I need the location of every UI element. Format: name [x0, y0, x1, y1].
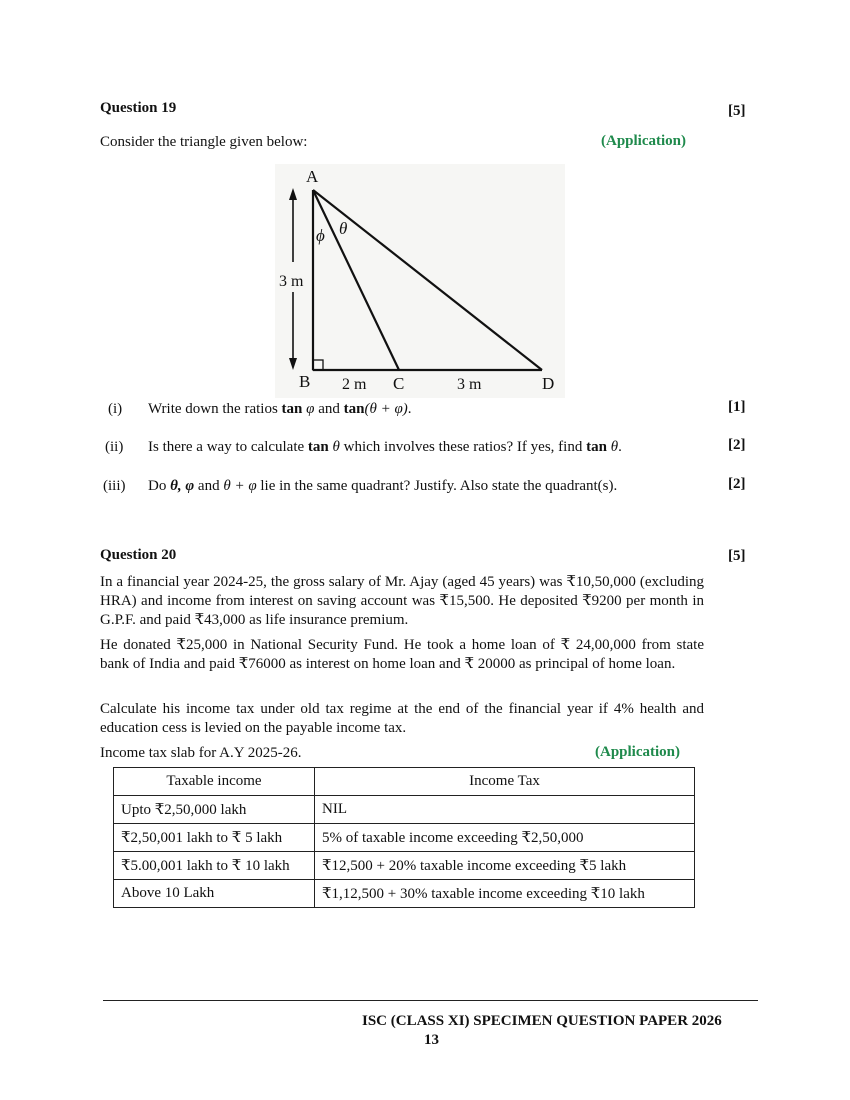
part-i-mid: and	[314, 401, 344, 417]
part-ii-mid: which involves these ratios? If yes, find	[339, 439, 587, 455]
part-ii-var-1: θ	[332, 439, 340, 455]
part-iii-mid: and	[194, 478, 224, 494]
part-i-number: (i)	[108, 401, 123, 417]
header-taxable-income: Taxable income	[114, 768, 315, 796]
question-20-paragraph-1: In a financial year 2024-25, the gross salary of Mr. Ajay (aged 45 years) was ₹10,50,000 (excluding HRA) and income from interest on saving account was ₹15,500. He deposited ₹9200 per month in G.P.F. and paid ₹43,000 as life insurance premium.	[100, 574, 704, 628]
table-header-row	[114, 768, 695, 796]
part-iii-number: (iii)	[103, 478, 126, 494]
table-row	[114, 796, 695, 824]
part-iii-post: lie in the same quadrant? Justify. Also state the quadrant(s).	[256, 478, 618, 494]
footer-title: ISC (CLASS XI) SPECIMEN QUESTION PAPER 2026	[362, 1013, 722, 1029]
application-tag: (Application)	[601, 133, 687, 149]
cell-income-tax: 5% of taxable income exceeding ₹2,50,000	[315, 824, 695, 852]
question-19-marks: [5]	[728, 103, 746, 119]
part-i-text	[148, 401, 411, 418]
part-i-var-2: (θ + φ)	[364, 401, 408, 417]
length-bc-label: 2 m	[342, 376, 367, 393]
part-iii-text	[148, 478, 617, 495]
part-i-tan-1: tan	[281, 401, 303, 417]
triangle-diagram	[275, 164, 565, 398]
arrow-down-icon	[289, 358, 297, 370]
table-row	[114, 880, 695, 908]
cell-taxable-income: ₹2,50,001 lakh to ₹ 5 lakh	[114, 824, 315, 852]
part-i-marks: [1]	[728, 399, 746, 415]
part-ii-var-2: θ	[610, 439, 619, 455]
part-ii-tan-1: tan	[307, 439, 329, 455]
part-ii-text	[148, 439, 622, 456]
table-row	[114, 824, 695, 852]
angle-phi-label: ϕ	[316, 226, 325, 245]
cell-income-tax: ₹12,500 + 20% taxable income exceeding ₹5 lakh	[315, 852, 695, 880]
part-ii-marks: [2]	[728, 437, 746, 453]
question-20-paragraph-2: He donated ₹25,000 in National Security Fund. He took a home loan of ₹ 24,00,000 from state bank of India and paid ₹76000 as interest on home loan and ₹ 20000 as principal of home loan.	[100, 637, 704, 672]
label-a: A	[306, 167, 319, 186]
length-ab-label: 3 m	[279, 273, 304, 290]
cell-income-tax: NIL	[315, 796, 695, 824]
triangle-svg	[275, 164, 565, 398]
angle-theta-label: θ	[339, 219, 348, 238]
application-tag-q20: (Application)	[595, 744, 681, 760]
cell-taxable-income: Upto ₹2,50,000 lakh	[114, 796, 315, 824]
part-i-pre: Write down the ratios	[148, 401, 282, 417]
cell-taxable-income: ₹5.00,001 lakh to ₹ 10 lakh	[114, 852, 315, 880]
line-ad	[313, 190, 542, 370]
part-iii-var-1: θ, φ	[170, 478, 195, 494]
question-20-title: Question 20	[100, 547, 177, 563]
header-income-tax: Income Tax	[315, 768, 695, 796]
label-c: C	[393, 374, 405, 393]
question-20-marks: [5]	[728, 548, 746, 564]
cell-income-tax: ₹1,12,500 + 30% taxable income exceeding ₹10 lakh	[315, 880, 695, 908]
part-i-var-1: φ	[306, 401, 315, 417]
question-19-title: Question 19	[100, 100, 177, 116]
part-ii-tan-2: tan	[586, 439, 607, 455]
income-tax-slab-table	[113, 767, 695, 908]
part-ii-pre: Is there a way to calculate	[148, 439, 308, 455]
part-i-tan-2: tan	[343, 401, 365, 417]
slab-caption: Income tax slab for A.Y 2025-26.	[100, 745, 302, 761]
part-ii-number: (ii)	[105, 439, 124, 455]
label-b: B	[299, 372, 311, 391]
question-19-prompt: Consider the triangle given below:	[100, 134, 308, 150]
right-angle-marker	[313, 360, 323, 370]
cell-taxable-income: Above 10 Lakh	[114, 880, 315, 908]
footer-divider	[103, 1000, 758, 1001]
length-cd-label: 3 m	[457, 376, 482, 393]
part-iii-marks: [2]	[728, 476, 746, 492]
table-row	[114, 852, 695, 880]
line-ac	[313, 190, 399, 370]
part-iii-pre: Do	[148, 478, 171, 494]
arrow-up-icon	[289, 188, 297, 200]
part-iii-var-2: θ + φ	[223, 478, 257, 494]
label-d: D	[542, 374, 555, 393]
part-ii-post: .	[618, 439, 622, 455]
question-20-paragraph-3: Calculate his income tax under old tax regime at the end of the financial year if 4% health and education cess is levied on the payable income tax.	[100, 701, 704, 736]
page-number: 13	[424, 1032, 439, 1048]
part-i-post: .	[407, 401, 412, 417]
